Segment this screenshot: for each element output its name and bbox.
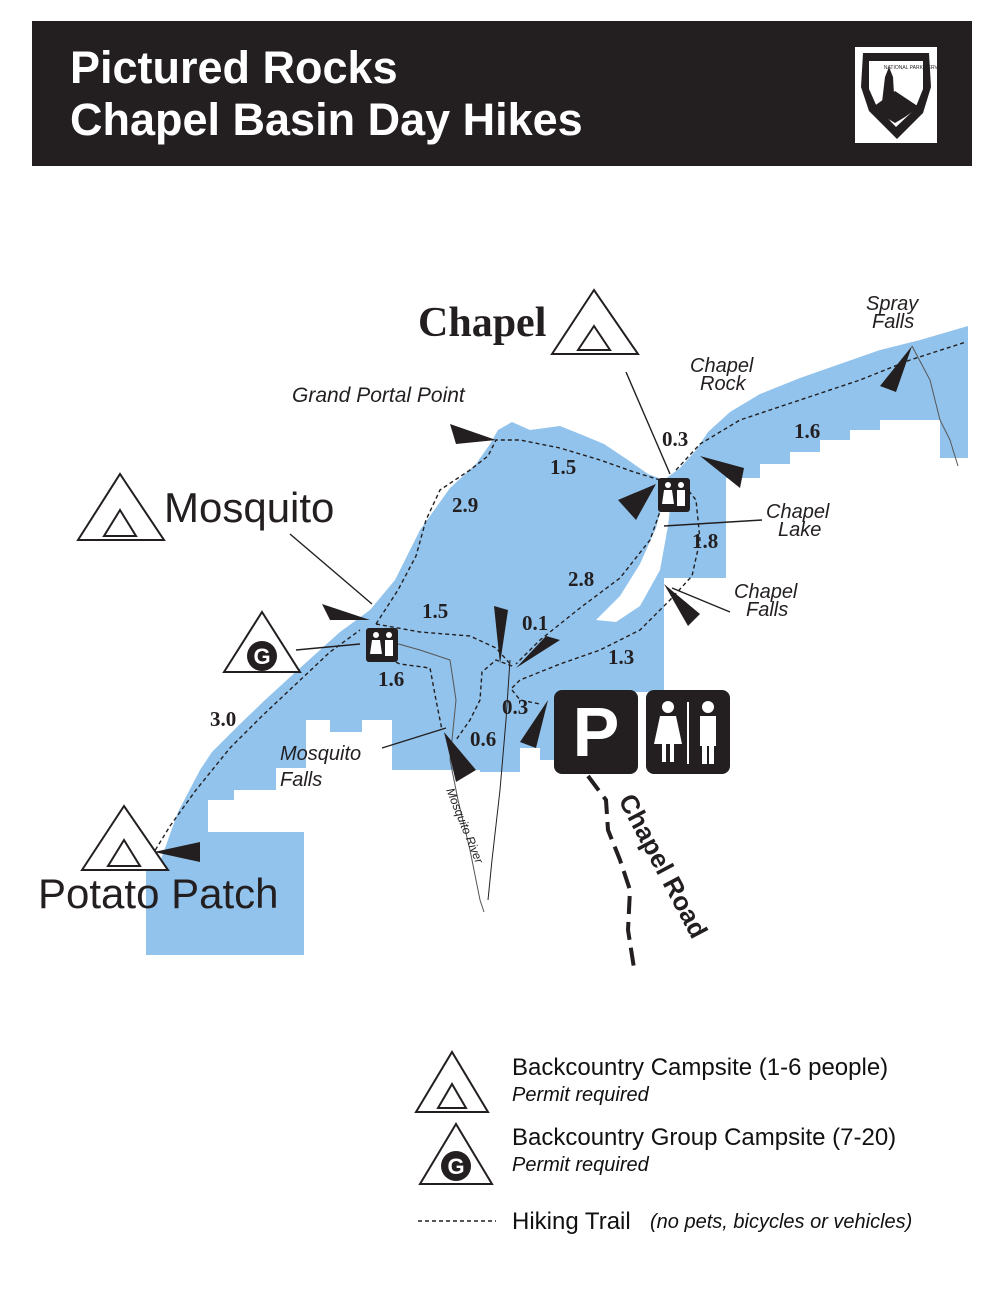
label-chapel-rock-2: Rock: [700, 373, 746, 395]
tent-potato-patch: [82, 806, 168, 870]
label-chapel-road: Chapel Road: [612, 788, 714, 944]
label-chapel-rock-1: Chapel: [690, 355, 754, 377]
group-tent-icon: [418, 1122, 494, 1186]
label-mosquito-river: Mosquito River: [443, 785, 487, 866]
distance-label: 2.8: [568, 567, 595, 591]
tent-chapel: [552, 290, 638, 354]
distance-label: 1.6: [794, 419, 821, 443]
label-potato-patch: Potato Patch: [38, 870, 279, 917]
label-chapel-falls-1: Chapel: [734, 581, 798, 603]
map-legend: [410, 1040, 990, 1260]
distance-label: 1.5: [550, 455, 577, 479]
tent-mosquito: [78, 474, 164, 540]
label-chapel: Chapel: [418, 300, 547, 346]
distance-label: 2.9: [452, 493, 479, 517]
leader-chapel: [626, 372, 670, 474]
arrow-pointer-icon: [664, 584, 700, 626]
logo-text: NATIONAL PARK SERVICE: [883, 65, 947, 71]
legend-campsite-subtitle: Permit required: [512, 1084, 649, 1106]
distance-label: 1.5: [422, 599, 449, 623]
tent-triangle-icon: [414, 1050, 490, 1114]
map-title-line-1: Pictured Rocks: [70, 42, 398, 93]
distance-label: 1.6: [378, 667, 405, 691]
hiking-trail-swatch: [418, 1216, 496, 1226]
distance-label: 0.6: [470, 727, 497, 751]
map-title-line-2: Chapel Basin Day Hikes: [70, 94, 583, 145]
legend-group-subtitle: Permit required: [512, 1154, 649, 1176]
group-site-letter: G: [253, 644, 271, 669]
legend-group-letter: G: [447, 1154, 465, 1179]
label-chapel-falls-2: Falls: [746, 599, 789, 621]
distance-label: 1.3: [608, 645, 635, 669]
legend-trail-subtitle: (no pets, bicycles or vehicles): [650, 1211, 913, 1233]
legend-group-title: Backcountry Group Campsite (7-20): [512, 1124, 897, 1151]
legend-campsite-title: Backcountry Campsite (1-6 people): [512, 1054, 889, 1081]
legend-trail-title: Hiking Trail: [512, 1208, 631, 1235]
distance-label: 3.0: [210, 707, 237, 731]
distance-label: 0.3: [662, 427, 689, 451]
label-chapel-lake-2: Lake: [778, 519, 822, 541]
distance-label: 1.8: [692, 529, 719, 553]
label-chapel-lake-1: Chapel: [766, 501, 830, 523]
label-mosquito-falls-1: Mosquito: [280, 743, 362, 765]
label-mosquito: Mosquito: [164, 484, 335, 531]
label-grand-portal-point: Grand Portal Point: [292, 384, 465, 407]
parking-letter: P: [572, 693, 620, 771]
label-spray-falls-1: Spray: [866, 293, 919, 315]
restroom-icon: [366, 628, 398, 662]
distance-label: 0.3: [502, 695, 529, 719]
distance-label: 0.1: [522, 611, 549, 635]
leader-mosquito: [290, 534, 372, 604]
restroom-icon: [646, 690, 730, 774]
group-tent-icon: [224, 612, 300, 672]
label-mosquito-falls-2: Falls: [280, 769, 323, 791]
parking-icon: [554, 690, 638, 774]
arrow-pointer-icon: [450, 424, 496, 444]
restroom-icon: [658, 478, 690, 512]
label-spray-falls-2: Falls: [872, 311, 915, 333]
